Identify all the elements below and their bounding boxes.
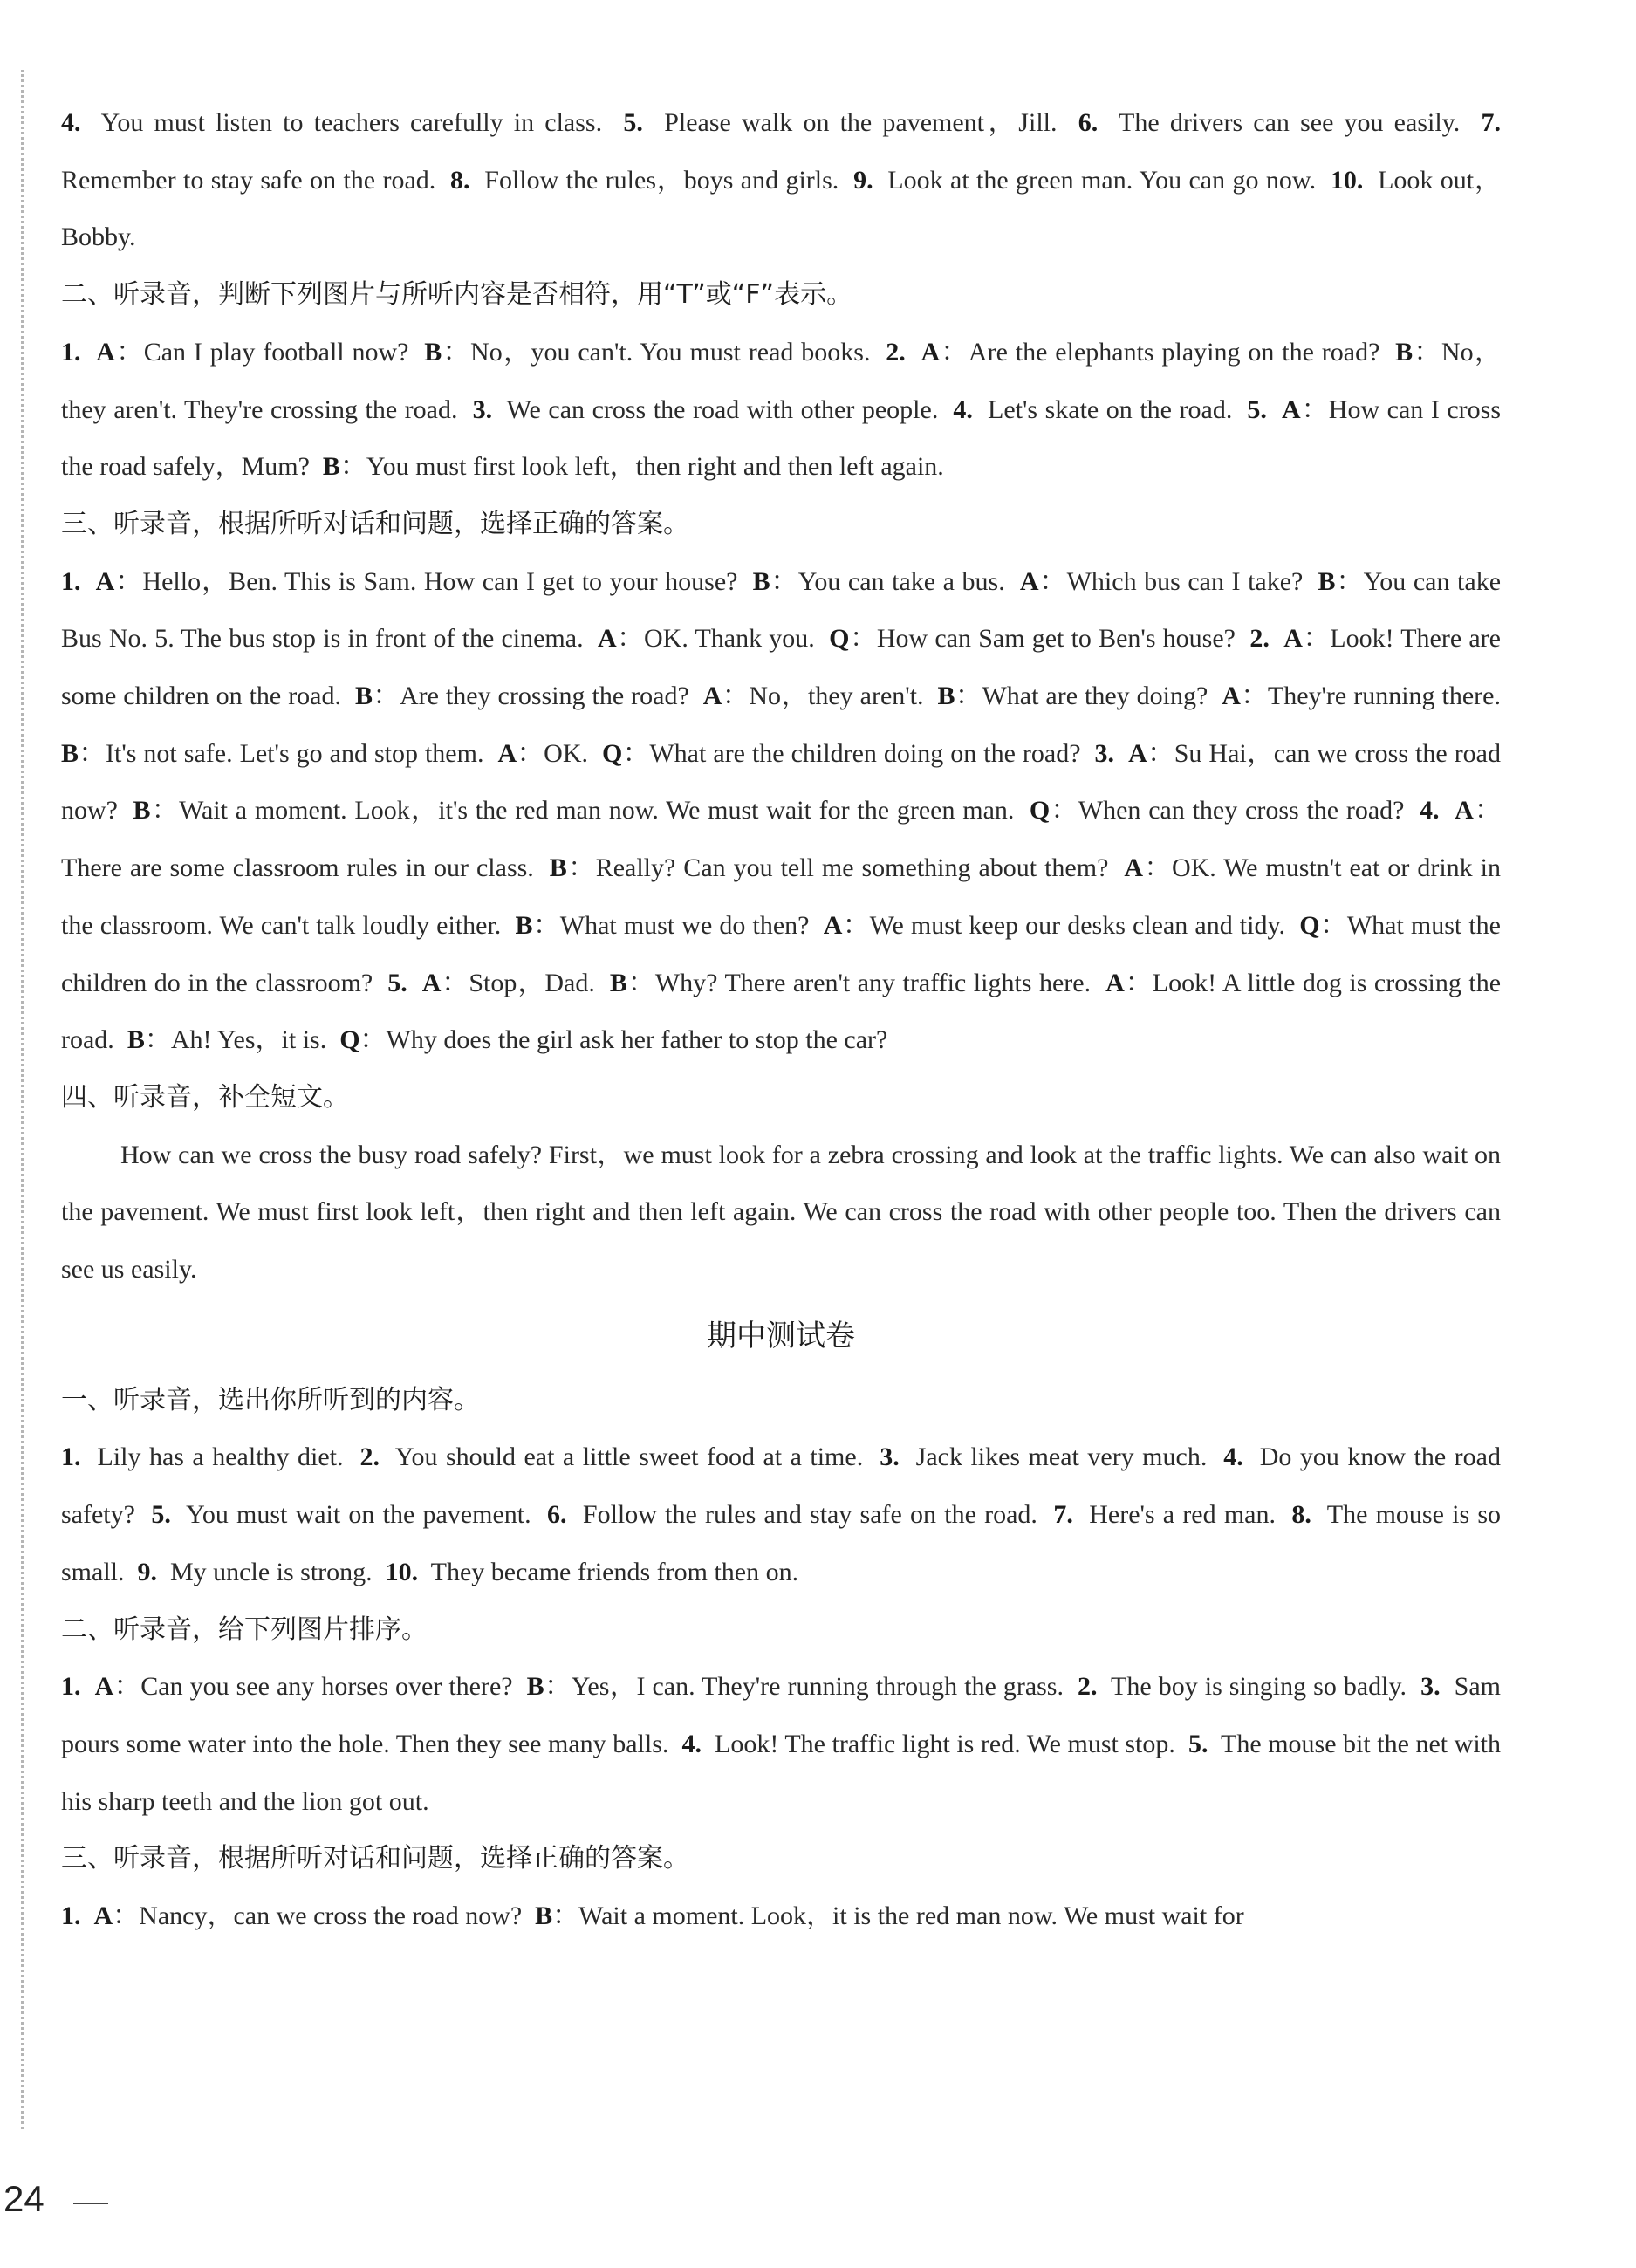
answer-text: Remember to stay safe on the road. [61,108,1515,195]
item-label: B [424,337,442,367]
answer-text [906,338,921,367]
item-label: B [61,738,79,768]
item-label: 3. [472,394,493,424]
answer-text: ：OK. [517,738,603,768]
answer-text: ：What must the children do in the classroom? [61,910,1508,997]
answer-text: ：What are they doing? [955,682,1222,711]
answer-text: The drivers can see you easily. [1098,108,1482,137]
page-number-dash [73,2203,108,2204]
answer-text: ：What must we do then? [532,910,824,940]
answer-text: Lily has a healthy diet. [80,1442,360,1472]
item-label: B [535,1901,553,1931]
answer-text [1270,624,1283,653]
answer-text: We can cross the road with other people. [492,394,954,424]
item-label: B [133,796,151,826]
section-title: 期中测试卷 [707,1318,855,1353]
item-label: B [752,566,770,596]
answer-text: ：They're running there. [1240,682,1514,711]
answer-text: ：Are the elephants playing on the road? [940,337,1396,367]
item-label: 4. [681,1729,702,1758]
answer-text: ：OK. Thank you. [616,624,830,654]
item-label: A [921,337,941,367]
answer-text: Do you know the road safety? [61,1442,1508,1530]
item-label: A [702,682,722,711]
answer-text: ：Are they crossing the road? [372,682,703,711]
answer-text: ：Yes，I can. They're running through the grass. [544,1672,1078,1702]
item-label: Q [1299,910,1320,940]
answer-text: Please walk on the pavement，Jill. [642,108,1078,137]
question-heading: 二、听录音，判断下列图片与所听内容是否相符，用“T”或“F”表示。 [61,279,853,311]
answer-text: Follow the rules and stay safe on the road. [566,1500,1054,1530]
answer-text: Look! The traffic light is red. We must stop. [701,1729,1188,1758]
answer-text: ：No，they aren't. [722,682,938,711]
answer-text: You should eat a little sweet food at a time. [379,1442,880,1472]
item-label: 5. [623,108,643,137]
item-label: 8. [450,165,470,195]
answer-text: ：OK. We mustn't eat or drink in the classroom. We can't talk loudly either. [61,853,1508,940]
item-label: 6. [1078,108,1099,137]
answer-text: ：You can take a bus. [770,566,1020,596]
answer-text: ：No，you can't. You must read books. [442,337,886,367]
answer-text [81,1901,94,1930]
answer-text: Jack likes meat very much. [899,1442,1224,1472]
item-label: B [322,452,340,482]
answer-text [1267,395,1282,424]
answer-text: My uncle is strong. [157,1557,386,1586]
item-label: 5. [1188,1729,1208,1758]
answer-text: Look out，Bobby. [61,165,1501,252]
item-label: A [1282,394,1301,424]
item-label: 8. [1291,1500,1311,1530]
answer-text: ：You must first look left，then right and then left again. [339,452,944,482]
answer-text: ：How can I cross the road safely，Mum? [61,394,1508,482]
answer-text: ：Wait a moment. Look，it's the red man now. We must wait for the green man. [150,796,1030,826]
binding-dotted-line [21,70,24,2129]
item-label: 1. [61,1442,81,1472]
item-label: B [549,853,567,883]
answer-text: The mouse bit the net with his sharp teeth and the lion got out. [61,1729,1508,1816]
item-label: A [1124,853,1143,883]
item-label: 6. [547,1500,567,1530]
answer-text [81,338,97,367]
answer-text: ：Su Hai，can we cross the road now? [61,738,1508,826]
answer-text: Here's a red man. [1072,1500,1292,1530]
question-heading: 二、听录音，给下列图片排序。 [61,1614,428,1645]
item-label: 10. [385,1557,419,1586]
answer-text [1440,796,1455,825]
item-label: 2. [886,337,906,367]
item-label: 4. [1223,1442,1243,1472]
item-label: A [597,624,617,654]
item-label: A [94,1672,114,1702]
question-heading: 一、听录音，选出你所听到的内容。 [61,1384,480,1415]
answer-text-body [61,94,1515,1945]
answer-text: Sam pours some water into the hole. Then they see many balls. [61,1672,1508,1758]
item-label: Q [339,1025,360,1055]
item-label: 1. [61,337,81,367]
item-label: 5. [151,1500,171,1530]
answer-text: ：There are some classroom rules in our class. [61,796,1502,883]
answer-text: Follow the rules，boys and girls. [469,165,854,195]
answer-text: ：How can Sam get to Ben's house? [849,624,1250,654]
item-label: 5. [387,968,407,997]
item-label: A [1019,566,1039,596]
answer-paragraph [61,553,1514,1069]
answer-text: ：Why does the girl ask her father to stop the car? [359,1025,888,1055]
item-label: Q [602,738,623,768]
item-label: 1. [61,566,81,596]
answer-paragraph [61,94,1515,266]
answer-text: You must wait on the pavement. [170,1500,547,1530]
item-label: A [1105,968,1125,997]
answer-paragraph [61,1888,1501,1945]
item-label: A [1283,624,1303,654]
answer-text: ：You can take Bus No. 5. The bus stop is in front of the cinema. [61,566,1508,654]
item-label: 10. [1330,165,1364,195]
item-label: A [421,968,442,997]
answer-text: ：Can you see any horses over there? [113,1672,527,1702]
item-label: A [96,337,115,367]
answer-paragraph [61,1658,1508,1830]
item-label: A [823,910,843,940]
answer-text: ：Look! A little dog is crossing the road. [61,968,1508,1055]
item-label: 7. [1481,108,1502,137]
answer-text: ：Wait a moment. Look，it is the red man now. We must wait for [552,1901,1244,1931]
item-label: A [497,738,517,768]
answer-text: ：Hello，Ben. This is Sam. How can I get to your house? [114,566,753,596]
answer-paragraph [61,324,1508,496]
item-label: 4. [953,394,973,424]
answer-text: How can we cross the busy road safely? First，we must look for a zebra crossing and look at the traffic lights. We can also wait on the pavement. We must first look left，then right and then left again. We can cross the road with other people too. Then the drivers can see us easily. [61,1140,1508,1285]
answer-text: ：It's not safe. Let's go and stop them. [79,738,498,768]
item-label: 2. [1078,1672,1098,1702]
answer-text: ：When can they cross the road? [1050,796,1420,826]
item-label: 1. [61,1672,81,1702]
answer-text: Let's skate on the road. [972,394,1248,424]
answer-text: ：We must keep our desks clean and tidy. [842,910,1300,940]
item-label: 3. [880,1442,900,1472]
answer-text [407,969,422,997]
answer-text [81,1672,95,1701]
item-label: 4. [61,108,81,137]
answer-text: ：Ah! Yes，it is. [144,1025,340,1055]
answer-text: ：Stop，Dad. [441,968,610,997]
answer-paragraph [61,1127,1508,1298]
item-label: B [609,968,627,997]
answer-text: ：What are the children doing on the road? [622,738,1095,768]
item-label: 3. [1094,738,1115,768]
item-label: 3. [1420,1672,1441,1702]
item-label: 9. [853,165,873,195]
item-label: 1. [61,1901,81,1931]
question-heading: 四、听录音，补全短文。 [61,1081,349,1113]
item-label: A [1455,796,1474,826]
item-label: B [1318,566,1336,596]
answer-text: The boy is singing so badly. [1097,1672,1421,1702]
item-label: Q [829,624,850,654]
item-label: A [95,566,115,596]
answer-text: ：No，they aren't. They're crossing the road. [61,337,1501,424]
item-label: A [93,1901,113,1931]
question-heading: 三、听录音，根据所听对话和问题，选择正确的答案。 [61,1843,689,1874]
answer-text: ：Can I play football now? [114,337,425,367]
item-label: 4. [1420,796,1440,826]
item-label: 2. [1249,624,1270,654]
item-label: A [1128,738,1147,768]
item-label: 9. [137,1557,157,1586]
item-label: B [937,682,955,711]
item-label: B [1395,337,1414,367]
item-label: A [1222,682,1241,711]
answer-paragraph [61,1429,1508,1600]
answer-text [81,567,96,596]
answer-text: ：Really? Can you tell me something about them? [566,853,1125,883]
answer-text: ：Look! There are some children on the road. [61,624,1508,711]
answer-text: The mouse is so small. [61,1500,1508,1586]
question-heading: 三、听录音，根据所听对话和问题，选择正确的答案。 [61,508,689,539]
answer-text: ：Nancy，can we cross the road now? [113,1901,536,1931]
item-label: 7. [1053,1500,1073,1530]
answer-text: You must listen to teachers carefully in class. [80,108,624,137]
item-label: B [515,910,533,940]
page-number: 24 [3,2178,44,2219]
answer-text: ：Why? There aren't any traffic lights here. [626,968,1106,997]
item-label: B [354,682,373,711]
answer-text: ：Which bus can I take? [1038,566,1318,596]
answer-text: They became friends from then on. [418,1557,799,1586]
item-label: B [526,1672,544,1702]
item-label: Q [1029,796,1051,826]
answer-text [1114,739,1128,768]
item-label: 2. [359,1442,380,1472]
item-label: 5. [1247,394,1267,424]
answer-text: Look at the green man. You can go now. [873,165,1331,195]
item-label: B [127,1025,145,1055]
